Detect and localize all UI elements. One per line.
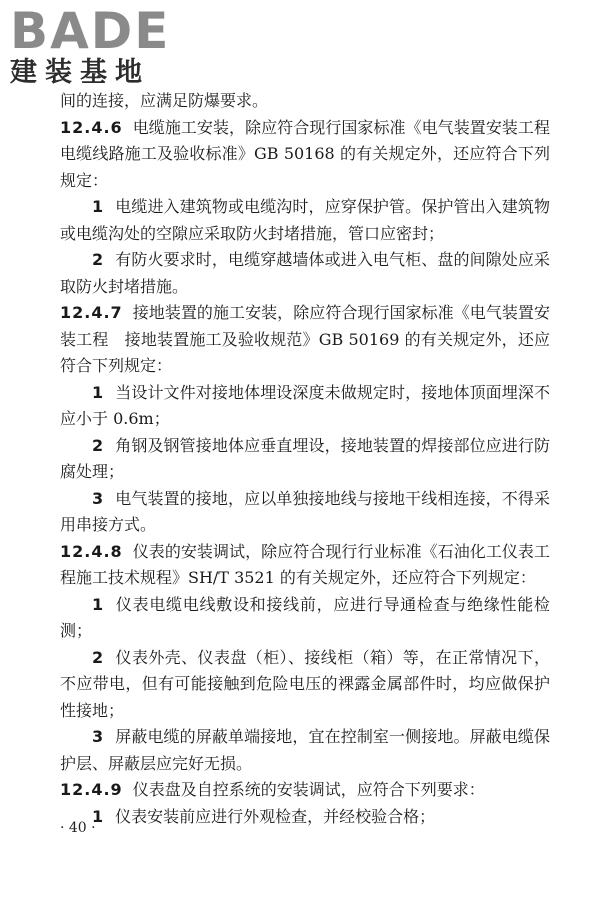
paragraph-text: 间的连接，应满足防爆要求。	[60, 91, 269, 110]
item-text: 有防火要求时，电缆穿越墙体或进入电气柜、盘的间隙处应采取防火封堵措施。	[60, 250, 550, 296]
item-text: 当设计文件对接地体埋设深度未做规定时，接地体顶面埋深不应小于 0.6m；	[60, 382, 550, 428]
item-number: 1	[92, 197, 104, 216]
item-number: 1	[92, 594, 104, 614]
page-number: · 40 ·	[60, 820, 96, 836]
logo-wordmark: BADE	[10, 2, 171, 60]
item-text: 仪表安装前应进行外观检查，并经校验合格；	[115, 806, 436, 826]
clause-text: 仪表盘及自控系统的安装调试，应符合下列要求：	[132, 780, 485, 799]
item-text: 仪表电缆电线敷设和接线前，应进行导通检查与绝缘性能检测；	[60, 594, 550, 640]
item-number: 1	[92, 382, 104, 402]
bade-logo	[10, 2, 180, 90]
item-text: 电缆进入建筑物或电缆沟时，应穿保护管。保护管出入建筑物或电缆沟处的空隙应采取防火封堵措施，管口应密封；	[60, 197, 550, 243]
item-number: 2	[92, 250, 104, 269]
item-number: 2	[92, 435, 104, 455]
list-item	[60, 380, 550, 433]
list-item	[60, 247, 550, 300]
list-item	[60, 724, 550, 777]
item-text: 仪表外壳、仪表盘（柜）、接线柜（箱）等，在正常情况下，不应带电，但有可能接触到危险电压的裸露金属部件时，均应做保护性接地；	[60, 647, 550, 720]
clause-number: 12.4.6	[60, 117, 123, 137]
clause-number: 12.4.7	[60, 303, 123, 322]
list-item	[60, 486, 550, 539]
item-number: 3	[92, 727, 104, 746]
paragraph-continuation	[60, 88, 550, 115]
list-item	[60, 433, 550, 486]
list-item	[60, 194, 550, 247]
clause-number: 12.4.8	[60, 541, 123, 561]
list-item	[60, 645, 550, 725]
item-text: 电气装置的接地，应以单独接地线与接地干线相连接，不得采用串接方式。	[60, 488, 550, 534]
clause-text: 电缆施工安装，除应符合现行国家标准《电气装置安装工程 电缆线路施工及验收标准》GB 50168 的有关规定外，还应符合下列规定：	[60, 117, 567, 190]
list-item	[60, 804, 550, 831]
item-number: 1	[92, 806, 104, 826]
clause-number: 12.4.9	[60, 780, 123, 799]
clause-text: 仪表的安装调试，除应符合现行行业标准《石油化工仪表工程施工技术规程》SH/T 3521 的有关规定外，还应符合下列规定：	[60, 541, 550, 587]
logo-subtitle: 建装基地	[10, 57, 150, 88]
item-number: 3	[92, 488, 104, 508]
clause-12-4-6	[60, 115, 567, 195]
document-body	[60, 88, 567, 830]
list-item	[60, 592, 550, 645]
item-text: 屏蔽电缆的屏蔽单端接地，宜在控制室一侧接地。屏蔽电缆保护层、屏蔽层应完好无损。	[60, 727, 550, 773]
clause-12-4-8	[60, 539, 550, 592]
clause-12-4-7	[60, 300, 550, 380]
clause-12-4-9	[60, 777, 550, 804]
item-text: 角钢及钢管接地体应垂直埋设，接地装置的焊接部位应进行防腐处理；	[60, 435, 550, 481]
clause-text: 接地装置的施工安装，除应符合现行国家标准《电气装置安装工程 接地装置施工及验收规范》GB 50169 的有关规定外，还应符合下列规定：	[60, 303, 550, 375]
item-number: 2	[92, 647, 104, 667]
